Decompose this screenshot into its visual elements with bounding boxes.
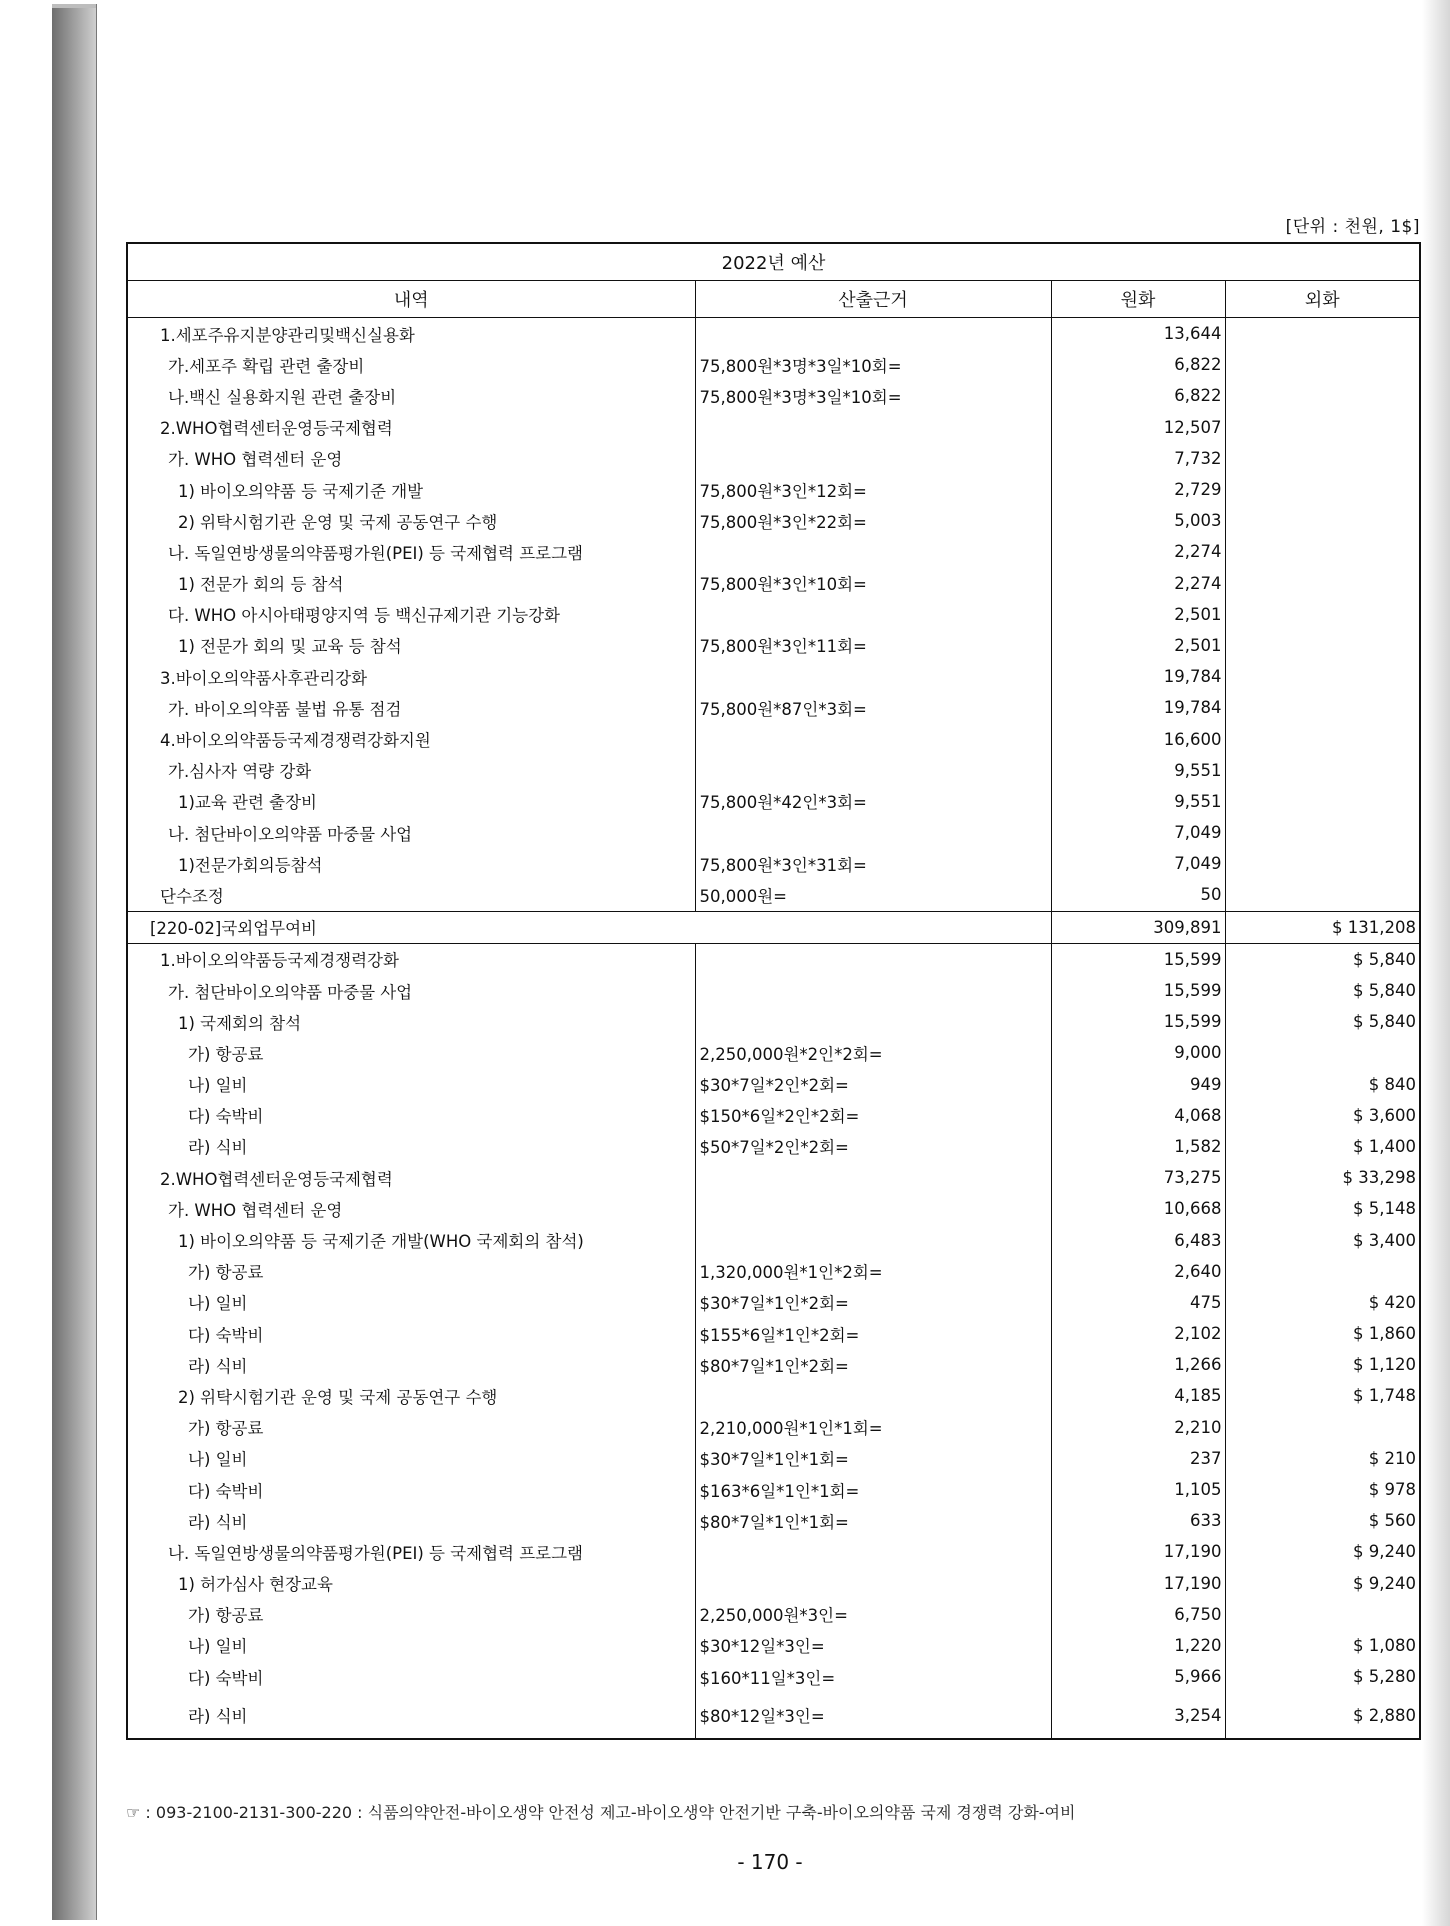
cell-krw: 2,210 — [1051, 1412, 1225, 1443]
cell-krw: 2,640 — [1051, 1256, 1225, 1287]
cell-fx — [1225, 349, 1420, 380]
cell-basis: $30*7일*1인*2회= — [695, 1287, 1051, 1318]
cell-fx: $ 131,208 — [1225, 911, 1420, 943]
cell-item: 1)교육 관련 출장비 — [127, 786, 695, 817]
cell-fx — [1225, 412, 1420, 443]
cell-basis: 2,250,000원*2인*2회= — [695, 1037, 1051, 1068]
table-row — [127, 911, 1420, 943]
cell-item: 라) 식비 — [127, 1505, 695, 1536]
cell-item: 나) 일비 — [127, 1287, 695, 1318]
table-row — [127, 1069, 1420, 1100]
cell-krw: 6,822 — [1051, 349, 1225, 380]
cell-fx: $ 1,860 — [1225, 1318, 1420, 1349]
cell-fx: $ 3,600 — [1225, 1100, 1420, 1131]
cell-basis: 2,250,000원*3인= — [695, 1599, 1051, 1630]
table-title: 2022년 예산 — [127, 243, 1420, 281]
header-fx: 외화 — [1225, 281, 1420, 318]
cell-basis: 75,800원*3인*10회= — [695, 568, 1051, 599]
cell-basis — [695, 943, 1051, 975]
cell-basis — [695, 599, 1051, 630]
cell-fx — [1225, 380, 1420, 411]
cell-fx: $ 840 — [1225, 1069, 1420, 1100]
cell-basis: $80*7일*1인*1회= — [695, 1505, 1051, 1536]
cell-item: 다) 숙박비 — [127, 1661, 695, 1692]
cell-fx — [1225, 661, 1420, 692]
cell-basis: $155*6일*1인*2회= — [695, 1318, 1051, 1349]
table-row — [127, 1006, 1420, 1037]
cell-fx: $ 1,080 — [1225, 1630, 1420, 1661]
table-row — [127, 943, 1420, 975]
table-row — [127, 1256, 1420, 1287]
table-row — [127, 1599, 1420, 1630]
table-row — [127, 380, 1420, 411]
cell-basis — [695, 1224, 1051, 1255]
cell-fx: $ 5,840 — [1225, 1006, 1420, 1037]
cell-krw: 12,507 — [1051, 412, 1225, 443]
cell-item: 나) 일비 — [127, 1069, 695, 1100]
table-row — [127, 505, 1420, 536]
cell-item: 가.세포주 확립 관련 출장비 — [127, 349, 695, 380]
table-row — [127, 848, 1420, 879]
cell-fx — [1225, 1256, 1420, 1287]
cell-krw: 9,551 — [1051, 786, 1225, 817]
cell-krw: 2,274 — [1051, 536, 1225, 567]
cell-basis — [695, 817, 1051, 848]
table-row — [127, 443, 1420, 474]
cell-krw: 475 — [1051, 1287, 1225, 1318]
table-row — [127, 1131, 1420, 1162]
cell-item: 1.바이오의약품등국제경쟁력강화 — [127, 943, 695, 975]
cell-item: 나.백신 실용화지원 관련 출장비 — [127, 380, 695, 411]
cell-item: 가. 바이오의약품 불법 유통 점검 — [127, 692, 695, 723]
cell-krw: 6,822 — [1051, 380, 1225, 411]
cell-basis: 2,210,000원*1인*1회= — [695, 1412, 1051, 1443]
table-row — [127, 1474, 1420, 1505]
cell-krw: 2,729 — [1051, 474, 1225, 505]
cell-basis: $163*6일*1인*1회= — [695, 1474, 1051, 1505]
cell-fx: $ 560 — [1225, 1505, 1420, 1536]
cell-basis — [695, 1380, 1051, 1411]
cell-basis — [695, 443, 1051, 474]
cell-krw: 10,668 — [1051, 1193, 1225, 1224]
cell-krw: 17,190 — [1051, 1536, 1225, 1567]
table-row — [127, 599, 1420, 630]
cell-fx: $ 210 — [1225, 1443, 1420, 1474]
cell-krw: 15,599 — [1051, 943, 1225, 975]
cell-krw: 19,784 — [1051, 692, 1225, 723]
cell-item: 나) 일비 — [127, 1630, 695, 1661]
table-row — [127, 536, 1420, 567]
cell-fx — [1225, 692, 1420, 723]
cell-fx — [1225, 505, 1420, 536]
cell-fx: $ 9,240 — [1225, 1568, 1420, 1599]
table-row — [127, 1349, 1420, 1380]
cell-basis: $30*7일*1인*1회= — [695, 1443, 1051, 1474]
cell-basis: 75,800원*42인*3회= — [695, 786, 1051, 817]
cell-item: 2.WHO협력센터운영등국제협력 — [127, 412, 695, 443]
cell-krw: 7,049 — [1051, 848, 1225, 879]
cell-fx — [1225, 568, 1420, 599]
cell-item: 2) 위탁시험기관 운영 및 국제 공동연구 수행 — [127, 1380, 695, 1411]
table-row — [127, 786, 1420, 817]
cell-krw: 6,750 — [1051, 1599, 1225, 1630]
cell-item: 가) 항공료 — [127, 1599, 695, 1630]
cell-item: 1) 전문가 회의 등 참석 — [127, 568, 695, 599]
cell-fx: $ 1,400 — [1225, 1131, 1420, 1162]
cell-basis — [695, 1193, 1051, 1224]
cell-krw: 15,599 — [1051, 975, 1225, 1006]
cell-fx: $ 9,240 — [1225, 1536, 1420, 1567]
cell-basis — [695, 318, 1051, 350]
table-row — [127, 474, 1420, 505]
table-row — [127, 1193, 1420, 1224]
cell-fx: $ 5,840 — [1225, 943, 1420, 975]
budget-table — [126, 242, 1421, 1740]
cell-item: 3.바이오의약품사후관리강화 — [127, 661, 695, 692]
cell-item: 나) 일비 — [127, 1443, 695, 1474]
table-row — [127, 1100, 1420, 1131]
cell-fx: $ 5,840 — [1225, 975, 1420, 1006]
cell-basis: $50*7일*2인*2회= — [695, 1131, 1051, 1162]
page-number: - 170 - — [737, 1850, 803, 1874]
table-row — [127, 879, 1420, 911]
cell-item: 4.바이오의약품등국제경쟁력강화지원 — [127, 723, 695, 754]
cell-krw: 633 — [1051, 1505, 1225, 1536]
cell-basis: 75,800원*3명*3일*10회= — [695, 349, 1051, 380]
cell-fx — [1225, 879, 1420, 911]
cell-basis — [695, 755, 1051, 786]
table-row — [127, 412, 1420, 443]
cell-item: 1) 전문가 회의 및 교육 등 참석 — [127, 630, 695, 661]
cell-basis — [695, 723, 1051, 754]
cell-basis — [695, 1536, 1051, 1567]
cell-item: 라) 식비 — [127, 1692, 695, 1739]
cell-krw: 16,600 — [1051, 723, 1225, 754]
cell-item: 1)전문가회의등참석 — [127, 848, 695, 879]
cell-fx — [1225, 443, 1420, 474]
cell-item: 나. 첨단바이오의약품 마중물 사업 — [127, 817, 695, 848]
cell-basis: 75,800원*3인*31회= — [695, 848, 1051, 879]
cell-item: 다) 숙박비 — [127, 1318, 695, 1349]
cell-basis — [695, 661, 1051, 692]
header-item: 내역 — [127, 281, 695, 318]
cell-fx — [1225, 755, 1420, 786]
table-row — [127, 318, 1420, 350]
cell-krw: 949 — [1051, 1069, 1225, 1100]
cell-basis: $80*12일*3인= — [695, 1692, 1051, 1739]
cell-item: 2) 위탁시험기관 운영 및 국제 공동연구 수행 — [127, 505, 695, 536]
cell-krw: 2,501 — [1051, 599, 1225, 630]
cell-krw: 73,275 — [1051, 1162, 1225, 1193]
cell-item: 나. 독일연방생물의약품평가원(PEI) 등 국제협력 프로그램 — [127, 536, 695, 567]
cell-basis: 75,800원*3명*3일*10회= — [695, 380, 1051, 411]
cell-basis: $150*6일*2인*2회= — [695, 1100, 1051, 1131]
cell-item: 가. WHO 협력센터 운영 — [127, 443, 695, 474]
cell-fx — [1225, 723, 1420, 754]
page-binding-edge — [52, 8, 96, 1920]
cell-krw: 15,599 — [1051, 1006, 1225, 1037]
cell-krw: 19,784 — [1051, 661, 1225, 692]
table-row — [127, 723, 1420, 754]
cell-basis — [695, 536, 1051, 567]
cell-krw: 13,644 — [1051, 318, 1225, 350]
table-body — [127, 318, 1420, 1740]
cell-item: 다. WHO 아시아태평양지역 등 백신규제기관 기능강화 — [127, 599, 695, 630]
table-row — [127, 1443, 1420, 1474]
cell-fx — [1225, 599, 1420, 630]
cell-fx: $ 1,120 — [1225, 1349, 1420, 1380]
cell-item: 가.심사자 역량 강화 — [127, 755, 695, 786]
table-row — [127, 1287, 1420, 1318]
cell-fx — [1225, 1037, 1420, 1068]
cell-fx: $ 1,748 — [1225, 1380, 1420, 1411]
table-row — [127, 1505, 1420, 1536]
cell-fx — [1225, 786, 1420, 817]
cell-krw: 3,254 — [1051, 1692, 1225, 1739]
cell-basis — [695, 412, 1051, 443]
header-basis: 산출근거 — [695, 281, 1051, 318]
cell-krw: 2,102 — [1051, 1318, 1225, 1349]
unit-label: [단위 : 천원, 1$] — [1285, 217, 1420, 237]
cell-fx — [1225, 536, 1420, 567]
cell-basis: 1,320,000원*1인*2회= — [695, 1256, 1051, 1287]
cell-basis: 50,000원= — [695, 879, 1051, 911]
cell-basis — [695, 975, 1051, 1006]
cell-krw: 5,003 — [1051, 505, 1225, 536]
cell-fx: $ 3,400 — [1225, 1224, 1420, 1255]
cell-basis: $80*7일*1인*2회= — [695, 1349, 1051, 1380]
cell-fx — [1225, 630, 1420, 661]
cell-item: 1) 국제회의 참석 — [127, 1006, 695, 1037]
cell-item: 2.WHO협력센터운영등국제협력 — [127, 1162, 695, 1193]
table-row — [127, 661, 1420, 692]
table-row — [127, 1162, 1420, 1193]
cell-item: 가) 항공료 — [127, 1256, 695, 1287]
cell-fx: $ 5,148 — [1225, 1193, 1420, 1224]
table-row — [127, 1661, 1420, 1692]
cell-fx: $ 5,280 — [1225, 1661, 1420, 1692]
cell-krw: 5,966 — [1051, 1661, 1225, 1692]
cell-krw: 9,000 — [1051, 1037, 1225, 1068]
cell-krw: 1,582 — [1051, 1131, 1225, 1162]
page-shadow — [1422, 0, 1450, 1926]
table-row — [127, 817, 1420, 848]
cell-item: 라) 식비 — [127, 1349, 695, 1380]
cell-basis — [695, 1162, 1051, 1193]
cell-item: 가) 항공료 — [127, 1037, 695, 1068]
cell-fx — [1225, 1412, 1420, 1443]
cell-fx — [1225, 1599, 1420, 1630]
cell-item: 가) 항공료 — [127, 1412, 695, 1443]
cell-krw: 7,049 — [1051, 817, 1225, 848]
cell-fx — [1225, 474, 1420, 505]
cell-basis: $30*7일*2인*2회= — [695, 1069, 1051, 1100]
cell-basis: $160*11일*3인= — [695, 1661, 1051, 1692]
cell-item: [220-02]국외업무여비 — [127, 911, 1051, 943]
cell-krw: 4,068 — [1051, 1100, 1225, 1131]
cell-krw: 9,551 — [1051, 755, 1225, 786]
table-row — [127, 1536, 1420, 1567]
table-row — [127, 1568, 1420, 1599]
cell-item: 가. WHO 협력센터 운영 — [127, 1193, 695, 1224]
cell-item: 라) 식비 — [127, 1131, 695, 1162]
table-row — [127, 1692, 1420, 1739]
table-row — [127, 349, 1420, 380]
cell-krw: 17,190 — [1051, 1568, 1225, 1599]
cell-krw: 2,501 — [1051, 630, 1225, 661]
cell-item: 단수조정 — [127, 879, 695, 911]
cell-item: 가. 첨단바이오의약품 마중물 사업 — [127, 975, 695, 1006]
table-row — [127, 1224, 1420, 1255]
cell-fx — [1225, 848, 1420, 879]
footnote: ☞ : 093-2100-2131-300-220 : 식품의약안전-바이오생약 안전성 제고-바이오생약 안전기반 구축-바이오의약품 국제 경쟁력 강화-여비 — [126, 1803, 1076, 1822]
table-row — [127, 1630, 1420, 1661]
cell-fx — [1225, 318, 1420, 350]
table-row — [127, 692, 1420, 723]
cell-basis: $30*12일*3인= — [695, 1630, 1051, 1661]
table-row — [127, 568, 1420, 599]
cell-krw: 7,732 — [1051, 443, 1225, 474]
table-row — [127, 1037, 1420, 1068]
cell-krw: 309,891 — [1051, 911, 1225, 943]
cell-krw: 2,274 — [1051, 568, 1225, 599]
cell-fx: $ 2,880 — [1225, 1692, 1420, 1739]
cell-basis: 75,800원*3인*22회= — [695, 505, 1051, 536]
cell-item: 다) 숙박비 — [127, 1100, 695, 1131]
cell-fx: $ 33,298 — [1225, 1162, 1420, 1193]
cell-item: 다) 숙박비 — [127, 1474, 695, 1505]
cell-item: 1) 바이오의약품 등 국제기준 개발(WHO 국제회의 참석) — [127, 1224, 695, 1255]
table-row — [127, 1318, 1420, 1349]
cell-krw: 1,105 — [1051, 1474, 1225, 1505]
cell-fx — [1225, 817, 1420, 848]
table-row — [127, 975, 1420, 1006]
header-krw: 원화 — [1051, 281, 1225, 318]
cell-item: 1.세포주유지분양관리및백신실용화 — [127, 318, 695, 350]
cell-krw: 50 — [1051, 879, 1225, 911]
cell-krw: 1,266 — [1051, 1349, 1225, 1380]
cell-krw: 237 — [1051, 1443, 1225, 1474]
cell-basis: 75,800원*3인*11회= — [695, 630, 1051, 661]
table-row — [127, 1380, 1420, 1411]
table-row — [127, 630, 1420, 661]
cell-item: 1) 허가심사 현장교육 — [127, 1568, 695, 1599]
cell-basis — [695, 1568, 1051, 1599]
cell-basis: 75,800원*87인*3회= — [695, 692, 1051, 723]
table-row — [127, 1412, 1420, 1443]
table-row — [127, 755, 1420, 786]
cell-basis: 75,800원*3인*12회= — [695, 474, 1051, 505]
cell-krw: 1,220 — [1051, 1630, 1225, 1661]
cell-krw: 4,185 — [1051, 1380, 1225, 1411]
cell-item: 나. 독일연방생물의약품평가원(PEI) 등 국제협력 프로그램 — [127, 1536, 695, 1567]
cell-krw: 6,483 — [1051, 1224, 1225, 1255]
cell-item: 1) 바이오의약품 등 국제기준 개발 — [127, 474, 695, 505]
cell-fx: $ 978 — [1225, 1474, 1420, 1505]
cell-basis — [695, 1006, 1051, 1037]
cell-fx: $ 420 — [1225, 1287, 1420, 1318]
